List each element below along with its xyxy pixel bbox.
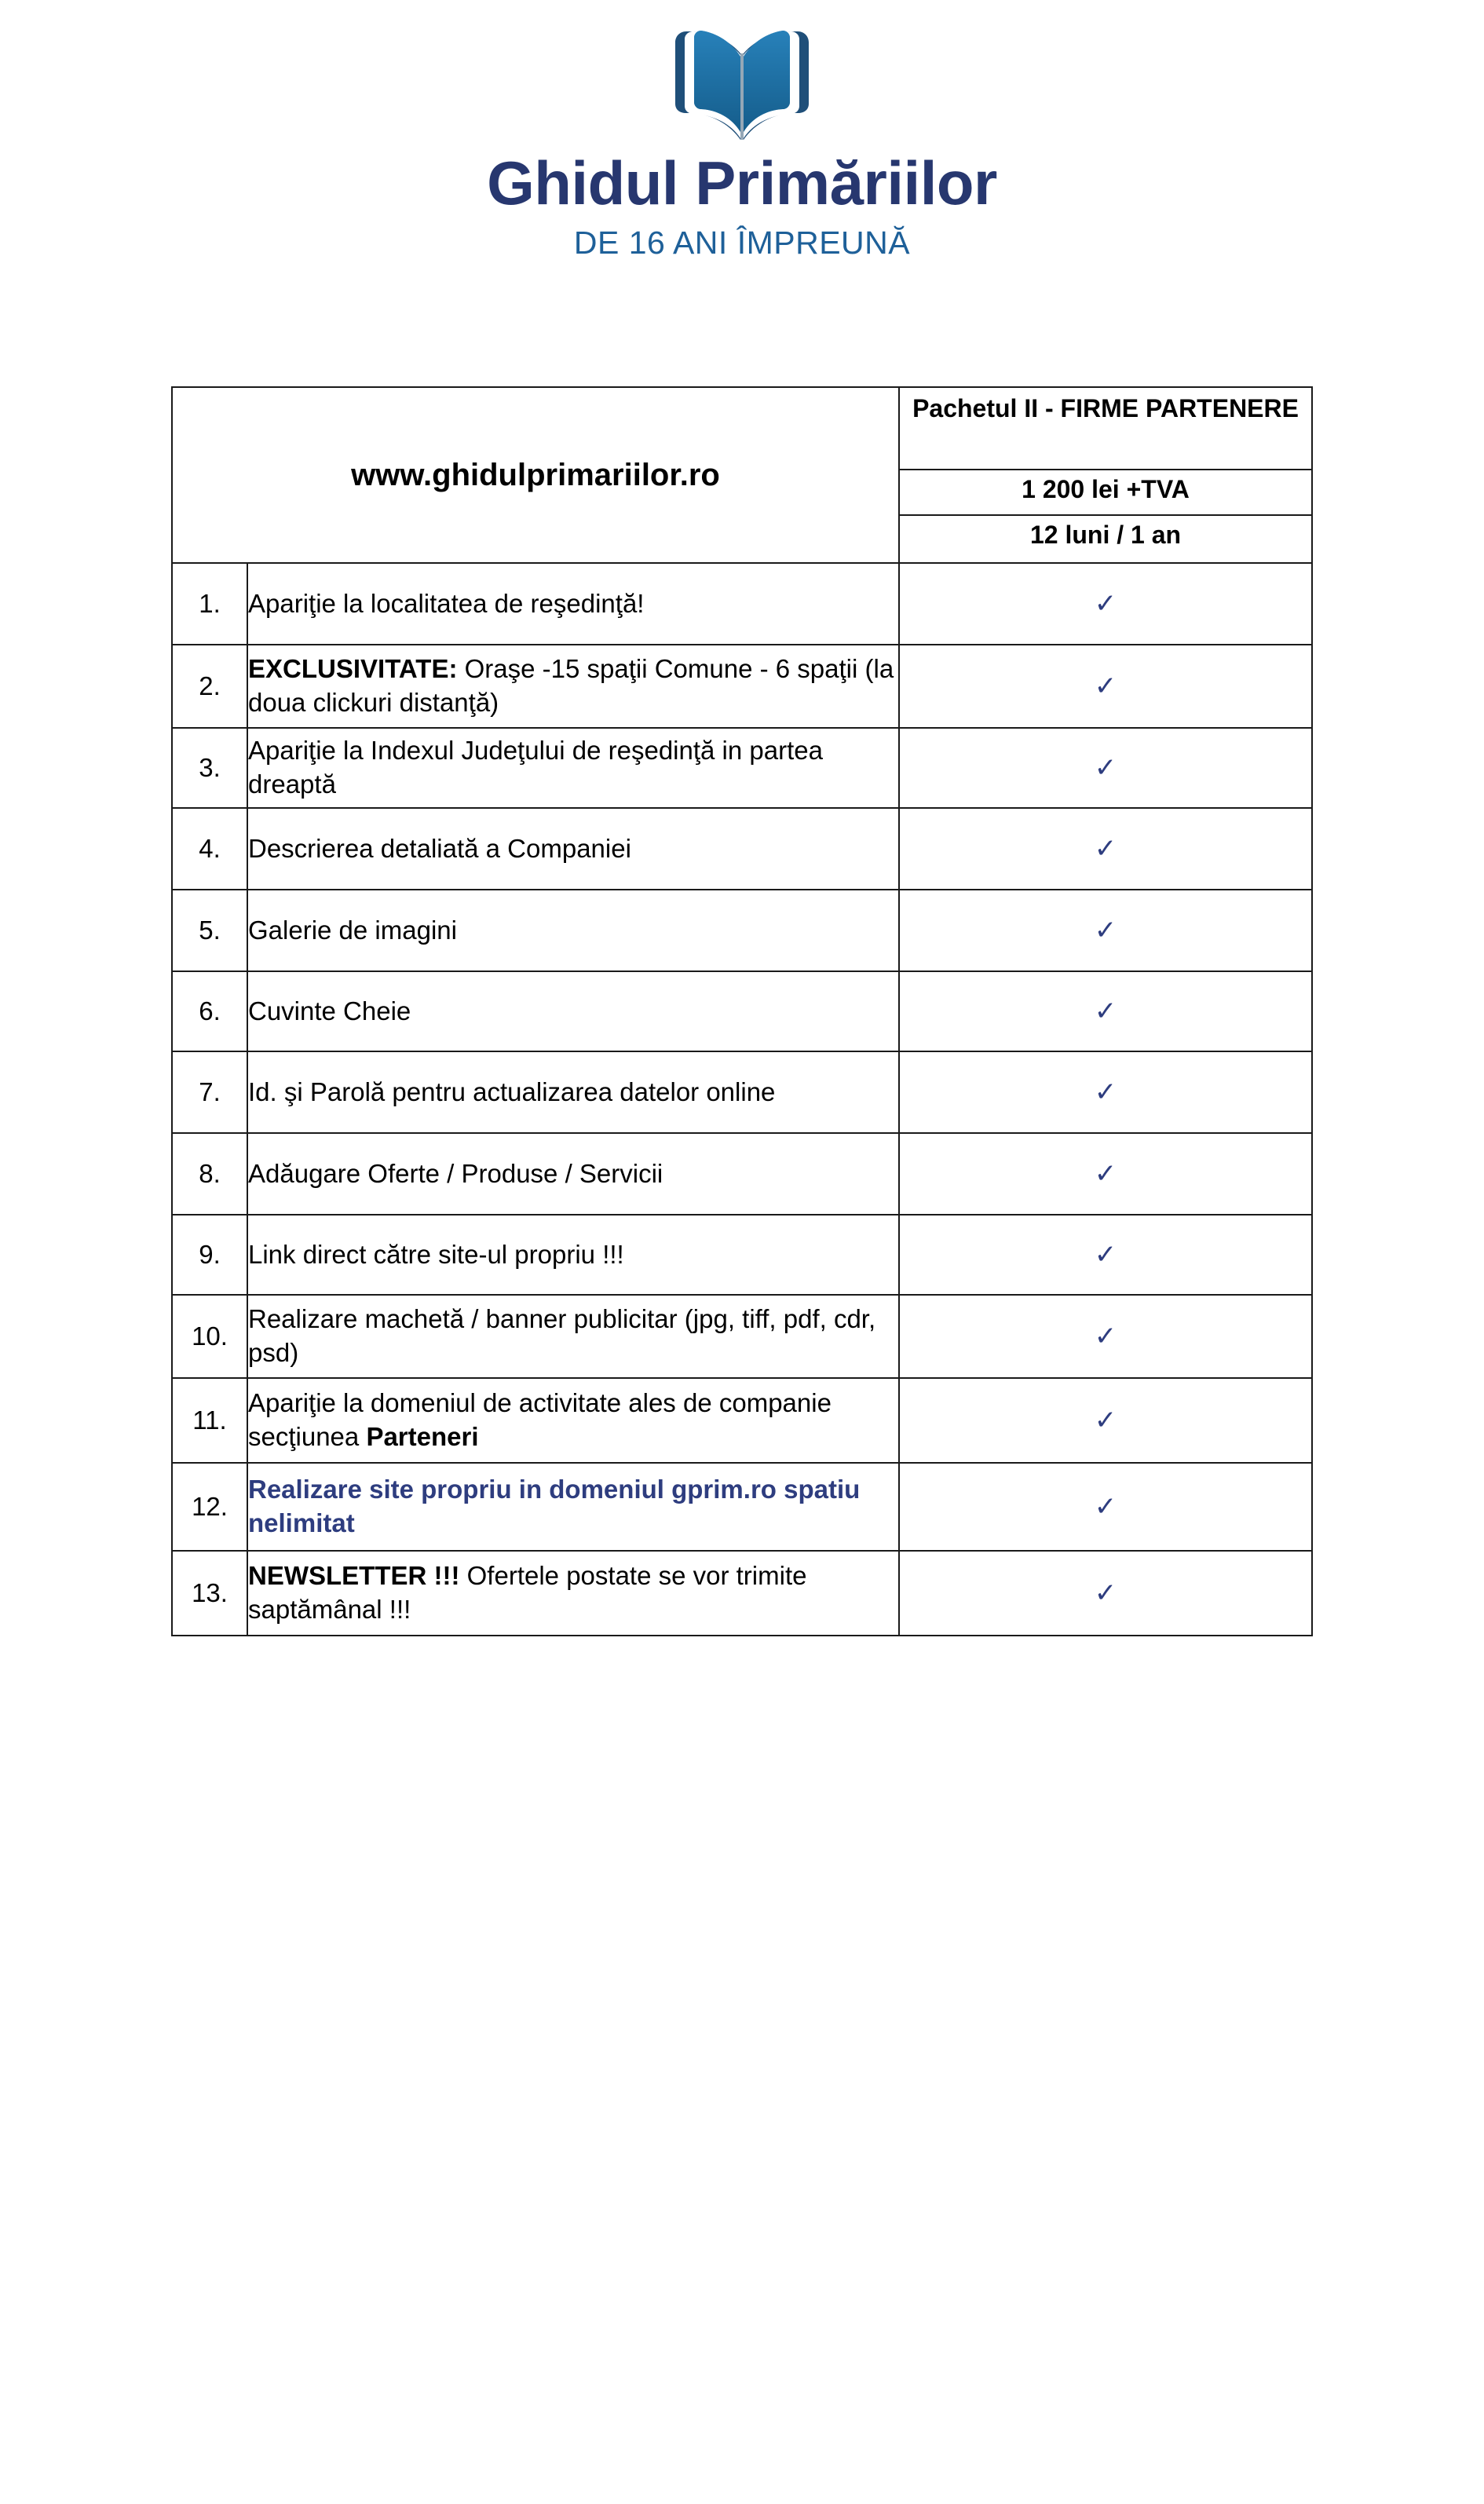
feature-description [247,1551,899,1636]
row-number: 7. [172,1051,247,1133]
feature-text-bold: NEWSLETTER !!! [248,1561,460,1591]
feature-text: Apariţie la domeniul de activitate ales de companie secţiunea [248,1388,832,1451]
feature-description [247,1295,899,1378]
table-row [172,728,1312,808]
included-cell [899,1551,1312,1636]
check-icon: ✓ [1094,752,1117,784]
row-number: 3. [172,728,247,808]
included-cell [899,563,1312,645]
included-cell [899,645,1312,728]
check-icon: ✓ [1094,588,1117,620]
table-header-row [172,387,1312,563]
feature-description [247,645,899,728]
package-duration: 12 luni / 1 an [1029,521,1182,549]
feature-text: Descrierea detaliată a Companiei [248,833,631,863]
feature-description [247,890,899,971]
feature-text-highlight: Realizare site propriu in domeniul gprim.ro spatiu nelimitat [248,1475,861,1537]
feature-description [247,1133,899,1215]
package-price: 1 200 lei +TVA [900,470,1311,516]
feature-text: Id. şi Parolă pentru actualizarea datelor online [248,1077,776,1106]
table-row [172,971,1312,1051]
feature-text: Realizare machetă / banner publicitar (jpg, tiff, pdf, cdr, psd) [248,1304,876,1367]
row-number: 9. [172,1215,247,1295]
feature-text: Oraşe -15 spaţii Comune - 6 spaţii (la doua clickuri distanţă) [248,654,894,717]
page-title: Ghidul Primăriilor [487,148,997,218]
included-cell [899,1215,1312,1295]
feature-description [247,808,899,890]
included-cell [899,1133,1312,1215]
check-icon: ✓ [1094,1077,1117,1108]
included-cell [899,890,1312,971]
table-row [172,1295,1312,1378]
feature-text: Link direct către site-ul propriu !!! [248,1239,624,1269]
open-book-icon [660,22,824,148]
table-row [172,1378,1312,1463]
table-row [172,890,1312,971]
row-number: 10. [172,1295,247,1378]
table-row [172,1133,1312,1215]
feature-text: Ofertele postate se vor trimite saptămânal !!! [248,1561,807,1624]
row-number: 5. [172,890,247,971]
feature-description [247,971,899,1051]
feature-description [247,1215,899,1295]
package-name: Pachetul II - FIRME PARTENERE [900,389,1311,470]
check-icon: ✓ [1094,1158,1117,1190]
included-cell [899,1295,1312,1378]
check-icon: ✓ [1094,1491,1117,1523]
offer-table [171,386,1313,1636]
table-row [172,1215,1312,1295]
table-row [172,808,1312,890]
check-icon: ✓ [1094,833,1117,865]
check-icon: ✓ [1094,1239,1117,1270]
check-icon: ✓ [1094,671,1117,702]
brand-tagline: DE 16 ANI ÎMPREUNĂ [573,225,911,261]
table-row [172,1051,1312,1133]
feature-text: Cuvinte Cheie [248,996,411,1025]
feature-description [247,563,899,645]
check-icon: ✓ [1094,1577,1117,1609]
row-number: 12. [172,1463,247,1551]
included-cell [899,971,1312,1051]
row-number: 2. [172,645,247,728]
included-cell [899,1463,1312,1551]
table-row [172,563,1312,645]
table-row [172,1463,1312,1551]
package-header-cell [899,387,1312,563]
included-cell [899,1051,1312,1133]
included-cell [899,808,1312,890]
included-cell [899,1378,1312,1463]
row-number: 6. [172,971,247,1051]
included-cell [899,728,1312,808]
offer-table-container [171,386,1311,1636]
feature-text: Apariţie la Indexul Judeţului de reşedinţă in partea dreaptă [248,736,823,799]
feature-text-bold: EXCLUSIVITATE: [248,654,458,684]
feature-description [247,1051,899,1133]
row-number: 8. [172,1133,247,1215]
feature-text: Apariţie la localitatea de reşedinţă! [248,588,645,618]
check-icon: ✓ [1094,1405,1117,1436]
table-row [172,1551,1312,1636]
site-url-header: www.ghidulprimariilor.ro [172,387,899,563]
feature-text: Adăugare Oferte / Produse / Servicii [248,1158,663,1188]
feature-text-bold: Parteneri [366,1422,479,1451]
row-number: 11. [172,1378,247,1463]
row-number: 4. [172,808,247,890]
check-icon: ✓ [1094,996,1117,1027]
check-icon: ✓ [1094,915,1117,946]
feature-description [247,728,899,808]
row-number: 13. [172,1551,247,1636]
table-row [172,645,1312,728]
feature-description [247,1463,899,1551]
feature-text: Galerie de imagini [248,915,457,945]
row-number: 1. [172,563,247,645]
feature-description [247,1378,899,1463]
check-icon: ✓ [1094,1321,1117,1352]
brand-header [0,0,1484,261]
